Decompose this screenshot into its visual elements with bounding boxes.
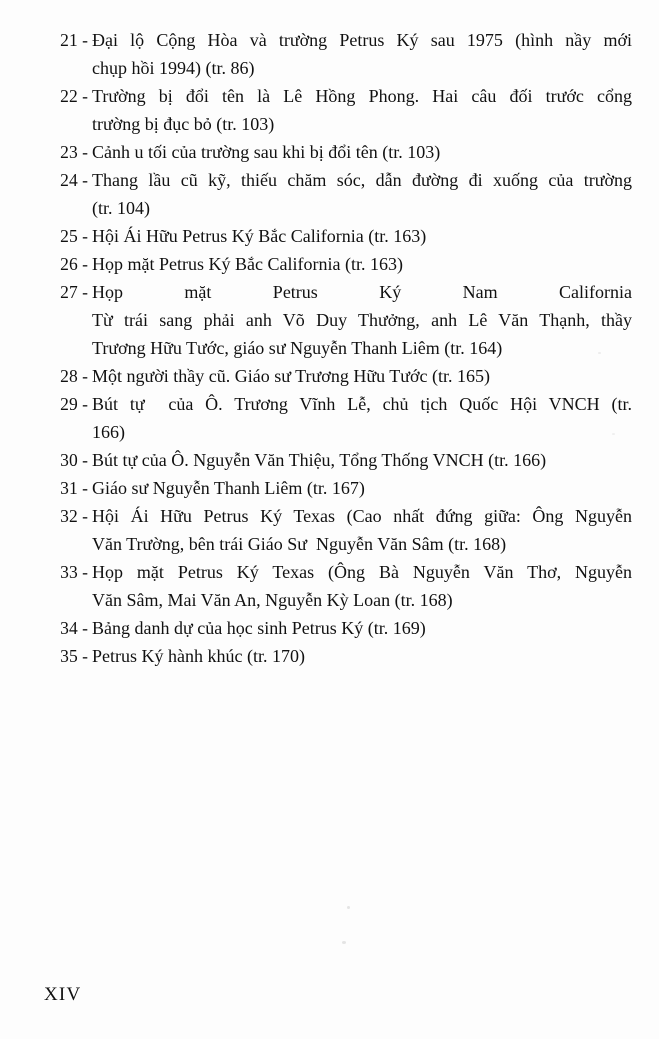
list-item-line: trường bị đục bỏ (tr. 103)	[92, 114, 275, 134]
list-item-number: 22	[60, 86, 78, 106]
list-item-number: 27	[60, 282, 78, 302]
list-item-number: 32	[60, 506, 78, 526]
list-item	[52, 642, 632, 670]
list-item-line: Một người thầy cũ. Giáo sư Trương Hữu Tước (tr. 165)	[92, 366, 490, 386]
list-item-line: Bút tự của Ô. Trương Vĩnh Lễ, chủ tịch Quốc Hội VNCH (tr.	[92, 394, 632, 414]
list-item-line: Từ trái sang phải anh Võ Duy Thưởng, anh Lê Văn Thạnh, thầy	[92, 310, 632, 330]
list-item	[52, 446, 632, 474]
list-item-line: Trương Hữu Tước, giáo sư Nguyễn Thanh Liêm (tr. 164)	[92, 338, 503, 358]
list-item-number: 34	[60, 618, 78, 638]
list-item-number: 21	[60, 30, 78, 50]
list-item-separator: -	[82, 450, 88, 470]
list-item-separator: -	[82, 254, 88, 274]
list-item-text	[92, 446, 632, 474]
list-item-number: 35	[60, 646, 78, 666]
scan-speck	[598, 352, 601, 354]
list-item-text	[92, 362, 632, 390]
list-item-number: 25	[60, 226, 78, 246]
list-item	[52, 362, 632, 390]
list-item-number: 30	[60, 450, 78, 470]
list-item-line: Giáo sư Nguyễn Thanh Liêm (tr. 167)	[92, 478, 365, 498]
list-item-line: 166)	[92, 422, 125, 442]
list-item-separator: -	[82, 86, 88, 106]
list-item-text	[92, 474, 632, 502]
list-item-separator: -	[82, 142, 88, 162]
list-item-line: chụp hồi 1994) (tr. 86)	[92, 58, 255, 78]
list-item-line: Thang lầu cũ kỹ, thiếu chăm sóc, dẫn đường đi xuống của trường	[92, 170, 632, 190]
list-item-text	[92, 390, 632, 446]
list-item	[52, 138, 632, 166]
list-item-text	[92, 558, 632, 614]
list-item-line: Bảng danh dự của học sinh Petrus Ký (tr. 169)	[92, 618, 426, 638]
list-item-line: Cảnh u tối của trường sau khi bị đổi tên (tr. 103)	[92, 142, 441, 162]
list-item-separator: -	[82, 618, 88, 638]
list-item	[52, 166, 632, 222]
list-item	[52, 278, 632, 362]
list-item-number: 29	[60, 394, 78, 414]
list-item-number: 24	[60, 170, 78, 190]
list-item-line: Bút tự của Ô. Nguyễn Văn Thiệu, Tổng Thống VNCH (tr. 166)	[92, 450, 547, 470]
list-item	[52, 250, 632, 278]
illustration-list	[52, 26, 632, 670]
list-item	[52, 502, 632, 558]
list-item-text	[92, 26, 632, 82]
list-item-separator: -	[82, 646, 88, 666]
list-item	[52, 82, 632, 138]
list-item-number: 28	[60, 366, 78, 386]
list-item-separator: -	[82, 478, 88, 498]
list-item-line: Petrus Ký hành khúc (tr. 170)	[92, 646, 305, 666]
list-item	[52, 614, 632, 642]
list-item-line: Văn Sâm, Mai Văn An, Nguyễn Kỳ Loan (tr. 168)	[92, 590, 453, 610]
list-item-text	[92, 166, 632, 222]
list-item-line: Văn Trường, bên trái Giáo Sư Nguyễn Văn Sâm (tr. 168)	[92, 534, 507, 554]
list-item-line: Họp mặt Petrus Ký Texas (Ông Bà Nguyễn Văn Thơ, Nguyễn	[92, 562, 632, 582]
list-item-line: Họp mặt Petrus Ký Bắc California (tr. 163)	[92, 254, 403, 274]
list-item	[52, 26, 632, 82]
list-item	[52, 222, 632, 250]
scan-speck	[347, 906, 350, 909]
list-item-text	[92, 614, 632, 642]
list-item-number: 33	[60, 562, 78, 582]
list-item-separator: -	[82, 506, 88, 526]
list-item-text	[92, 82, 632, 138]
list-item-separator: -	[82, 394, 88, 414]
list-item-line: (tr. 104)	[92, 198, 150, 218]
list-item-separator: -	[82, 30, 88, 50]
list-item-text	[92, 502, 632, 558]
list-item-line: Trường bị đổi tên là Lê Hồng Phong. Hai câu đối trước cổng	[92, 86, 632, 106]
scan-speck	[612, 433, 615, 435]
list-item-separator: -	[82, 226, 88, 246]
list-item-text	[92, 278, 632, 362]
list-item-separator: -	[82, 282, 88, 302]
list-item-separator: -	[82, 562, 88, 582]
list-item-text	[92, 250, 632, 278]
list-item	[52, 390, 632, 446]
list-item-line: Hội Ái Hữu Petrus Ký Bắc California (tr. 163)	[92, 226, 427, 246]
scan-speck	[342, 941, 346, 944]
list-item-number: 23	[60, 142, 78, 162]
page-folio: XIV	[44, 984, 82, 1005]
list-item-number: 26	[60, 254, 78, 274]
list-item	[52, 474, 632, 502]
list-item-line: Hội Ái Hữu Petrus Ký Texas (Cao nhất đứng giữa: Ông Nguyễn	[92, 506, 632, 526]
list-item-text	[92, 138, 632, 166]
list-item-text	[92, 642, 632, 670]
list-item	[52, 558, 632, 614]
list-item-text	[92, 222, 632, 250]
list-item-separator: -	[82, 366, 88, 386]
list-item-line: Họp mặt Petrus Ký Nam California	[92, 282, 632, 302]
list-item-line: Đại lộ Cộng Hòa và trường Petrus Ký sau 1975 (hình nầy mới	[92, 30, 632, 50]
list-item-separator: -	[82, 170, 88, 190]
list-item-number: 31	[60, 478, 78, 498]
